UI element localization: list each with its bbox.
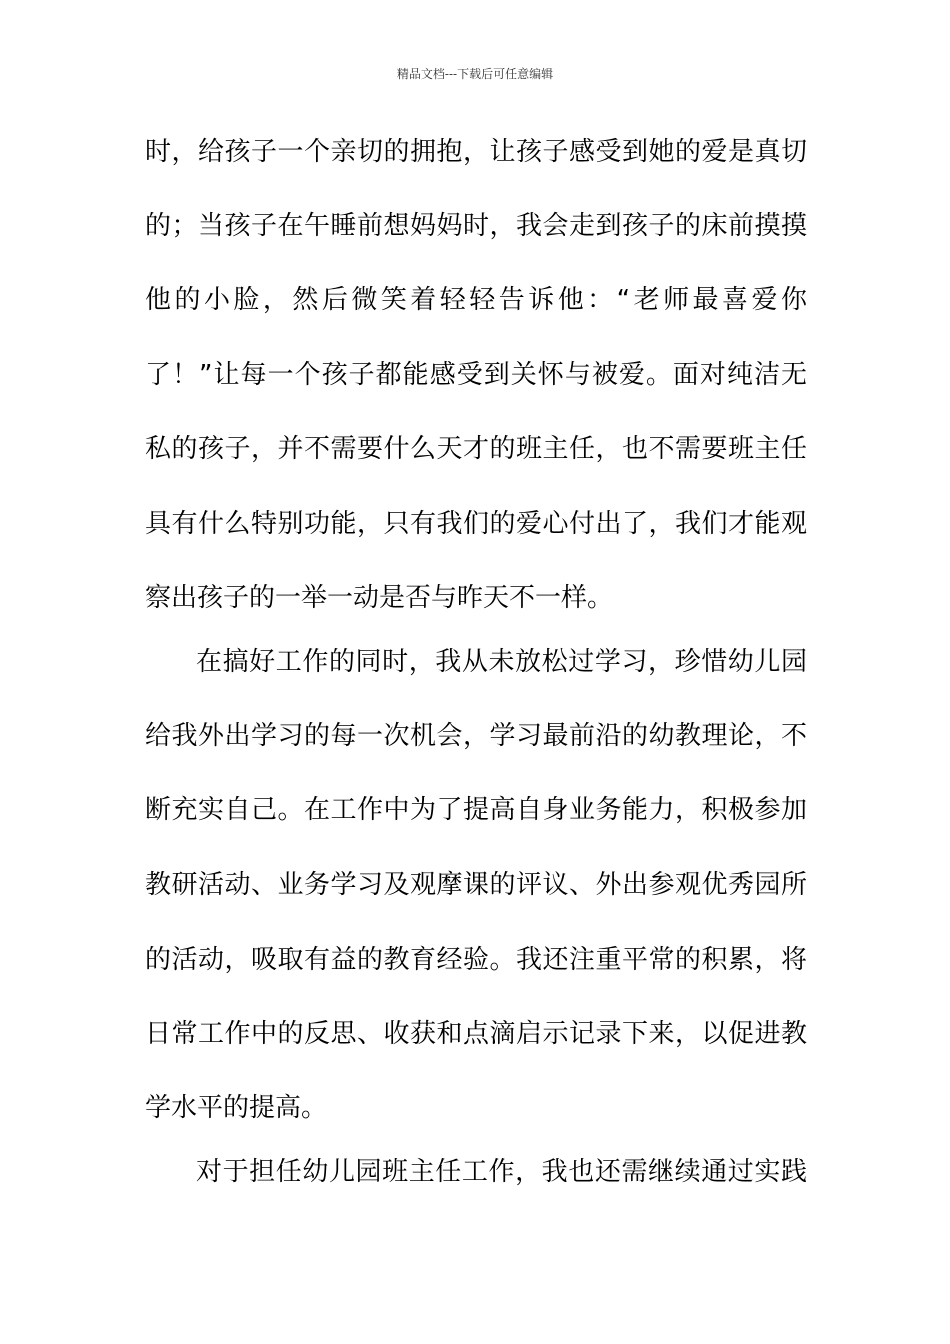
- text-line: 给我外出学习的每一次机会，学习最前沿的幼教理论，不: [145, 721, 807, 751]
- text-line: 了！”让每一个孩子都能感受到关怀与被爱。面对纯洁无: [145, 360, 807, 390]
- text-line: 私的孩子，并不需要什么天才的班主任，也不需要班主任: [145, 434, 807, 464]
- text-line: 日常工作中的反思、收获和点滴启示记录下来，以促进教: [145, 1019, 807, 1049]
- text-line: 具有什么特别功能，只有我们的爱心付出了，我们才能观: [145, 509, 807, 539]
- text-line: 的活动，吸取有益的教育经验。我还注重平常的积累，将: [145, 945, 807, 975]
- text-line: 在搞好工作的同时，我从未放松过学习，珍惜幼儿园: [196, 647, 807, 677]
- page-header: 精品文档---下载后可任意编辑: [396, 67, 554, 81]
- text-line: 他的小脸，然后微笑着轻轻告诉他：“老师最喜爱你: [145, 285, 807, 315]
- text-line: 学水平的提高。: [145, 1093, 328, 1123]
- text-line: 时，给孩子一个亲切的拥抱，让孩子感受到她的爱是真切: [145, 137, 807, 167]
- text-line: 察出孩子的一举一动是否与昨天不一样。: [145, 583, 614, 613]
- text-line: 断充实自己。在工作中为了提高自身业务能力，积极参加: [145, 795, 807, 825]
- text-line: 的；当孩子在午睡前想妈妈时，我会走到孩子的床前摸摸: [145, 211, 807, 241]
- text-line: 对于担任幼儿园班主任工作，我也还需继续通过实践: [196, 1157, 807, 1187]
- text-line: 教研活动、业务学习及观摩课的评议、外出参观优秀园所: [145, 870, 807, 900]
